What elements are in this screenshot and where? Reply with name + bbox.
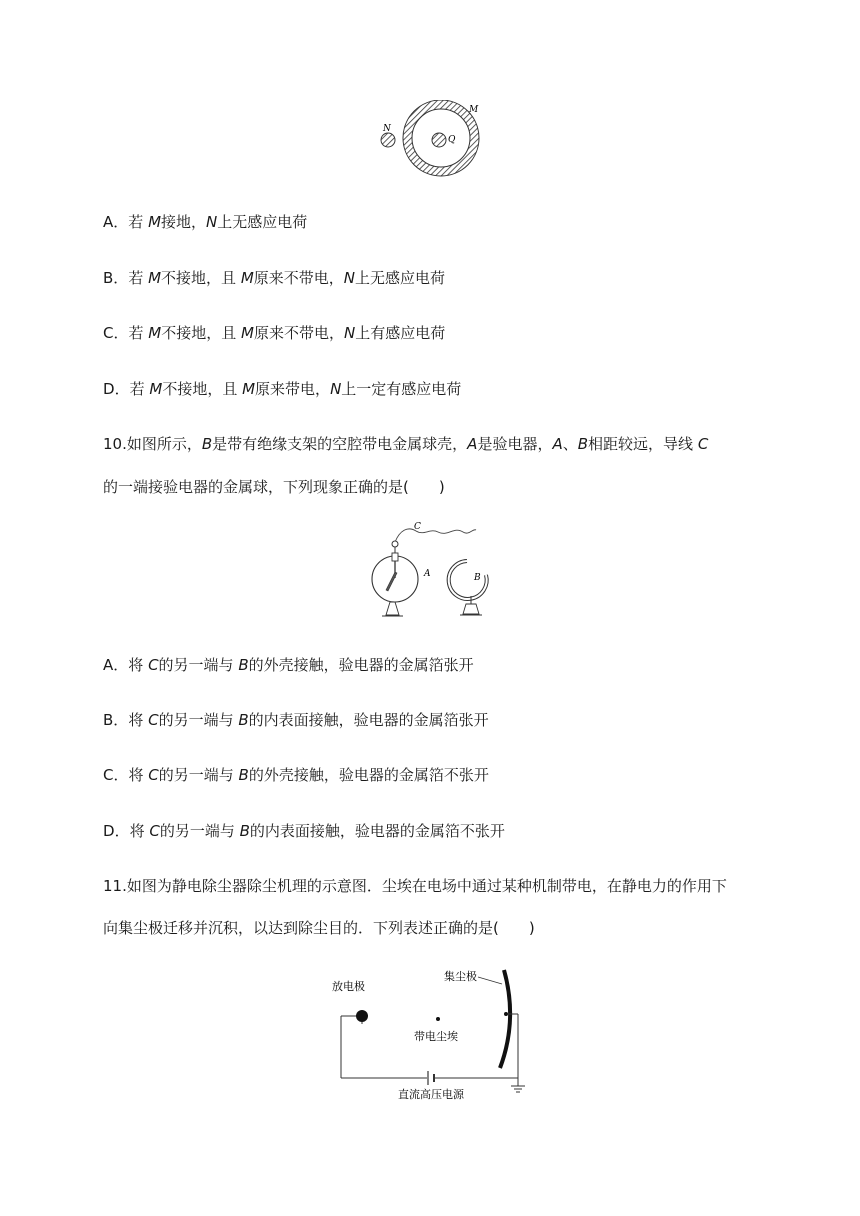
text-segment: 是带有绝缘支架的空腔带电金属球壳， <box>212 435 468 453</box>
text-segment: 若 <box>128 213 149 231</box>
variable-c: C <box>148 656 159 674</box>
text-segment: 不接地，且 <box>161 324 242 342</box>
text-segment: 原来不带电， <box>253 269 344 287</box>
variable-m: M <box>242 380 256 398</box>
figure-shell-m-n-q <box>375 100 485 180</box>
text-segment: 接地， <box>161 213 207 231</box>
ball-n <box>381 133 395 147</box>
text-segment: 的另一端与 <box>159 822 240 840</box>
charge-q-ball <box>432 133 446 147</box>
text-segment: 10.如图所示， <box>103 435 202 453</box>
q9-option-d[interactable]: D．若 M不接地，且 M原来带电，N上一定有感应电荷 <box>103 380 462 398</box>
electroscope-top-ball <box>392 541 398 547</box>
text-segment: 将 <box>129 822 150 840</box>
variable-a: A <box>552 435 563 453</box>
variable-m: M <box>241 324 254 342</box>
option-letter: D <box>103 822 115 840</box>
label-discharge-electrode: 放电极 <box>332 980 365 993</box>
text-segment: 相距较远，导线 <box>588 435 698 453</box>
variable-m: M <box>149 380 163 398</box>
variable-n: N <box>330 380 342 398</box>
collector-electrode <box>500 970 510 1068</box>
text-segment: 的外壳接触，验电器的金属箔不张开 <box>248 766 489 784</box>
discharge-electrode <box>356 1010 368 1022</box>
text-segment: 若 <box>129 380 150 398</box>
variable-b: B <box>239 822 250 840</box>
option-letter: D <box>103 380 115 398</box>
text-segment: 将 <box>128 656 149 674</box>
variable-m: M <box>240 269 254 287</box>
q9-option-c[interactable]: C．若 M不接地，且 M原来不带电，N上有感应电荷 <box>103 324 446 342</box>
text-segment: 上无感应电荷 <box>217 213 308 231</box>
option-letter: A <box>103 656 114 674</box>
text-segment: 的另一端与 <box>158 711 239 729</box>
text-segment: 不接地，且 <box>161 269 241 287</box>
option-letter: C <box>103 324 114 342</box>
figure-electroscope <box>358 520 503 620</box>
text-segment: 、 <box>562 435 578 453</box>
label-collector-electrode: 集尘极 <box>444 970 477 983</box>
variable-n: N <box>343 324 356 342</box>
variable-b: B <box>201 435 213 453</box>
label-a: A <box>424 569 431 579</box>
text-segment: 是验电器， <box>477 435 553 453</box>
variable-n: N <box>343 269 356 287</box>
label-m: M <box>469 105 479 115</box>
text-segment: 不接地，且 <box>162 380 243 398</box>
q11-stem-line2: 向集尘极迁移并沉积，以达到除尘目的．下列表述正确的是( ) <box>103 919 535 937</box>
variable-m: M <box>148 213 162 231</box>
option-letter: A <box>103 213 114 231</box>
q10-stem-line1 <box>103 434 708 454</box>
text-segment: 的内表面接触，验电器的金属箔张开 <box>248 711 489 729</box>
variable-m: M <box>148 324 162 342</box>
option-letter: C <box>103 766 114 784</box>
text-segment: 上有感应电荷 <box>355 324 446 342</box>
charged-dust <box>436 1017 440 1021</box>
q9-option-b[interactable]: B．若 M不接地，且 M原来不带电，N上无感应电荷 <box>103 269 446 287</box>
variable-c: C <box>148 711 159 729</box>
text-segment: 原来带电， <box>255 380 331 398</box>
text-segment: 的另一端与 <box>158 656 239 674</box>
text-segment: 上无感应电荷 <box>355 269 446 287</box>
q10-option-d[interactable]: D．将 C的另一端与 B的内表面接触，验电器的金属箔不张开 <box>103 822 505 840</box>
text-segment: 原来不带电， <box>253 324 344 342</box>
variable-a: A <box>467 435 478 453</box>
q10-option-b[interactable]: B．将 C的另一端与 B的内表面接触，验电器的金属箔张开 <box>103 711 489 729</box>
option-letter: B <box>103 269 114 287</box>
q10-option-c[interactable]: C．将 C的另一端与 B的外壳接触，验电器的金属箔不张开 <box>103 766 489 784</box>
wire-c <box>395 529 476 542</box>
variable-m: M <box>148 269 162 287</box>
variable-b: B <box>238 766 249 784</box>
variable-c: C <box>149 822 160 840</box>
text-segment: 的内表面接触，验电器的金属箔不张开 <box>249 822 505 840</box>
text-segment: 的外壳接触，验电器的金属箔张开 <box>248 656 474 674</box>
variable-b: B <box>577 435 589 453</box>
variable-c: C <box>697 435 709 453</box>
q9-option-a[interactable]: A．若 M接地，N上无感应电荷 <box>103 213 308 231</box>
option-letter: B <box>103 711 114 729</box>
label-c: C <box>414 522 421 532</box>
text-segment: 若 <box>128 324 149 342</box>
variable-b: B <box>238 711 249 729</box>
label-dc-power: 直流高压电源 <box>398 1088 464 1101</box>
label-b: B <box>474 573 481 583</box>
text-segment: 将 <box>128 766 149 784</box>
q10-stem-line2: 的一端接验电器的金属球，下列现象正确的是( ) <box>103 478 445 496</box>
variable-b: B <box>238 656 249 674</box>
text-segment: 若 <box>128 269 149 287</box>
variable-c: C <box>148 766 159 784</box>
text-segment: 将 <box>128 711 149 729</box>
q10-option-a[interactable]: A．将 C的另一端与 B的外壳接触，验电器的金属箔张开 <box>103 656 474 674</box>
q11-stem-line1: 11.如图为静电除尘器除尘机理的示意图．尘埃在电场中通过某种机制带电，在静电力的作用下 <box>103 877 727 895</box>
label-q: Q <box>448 135 456 145</box>
variable-n: N <box>206 213 218 231</box>
figure-electrostatic-precipitator <box>328 962 540 1104</box>
label-n: N <box>383 124 391 134</box>
text-segment: 的另一端与 <box>158 766 239 784</box>
text-segment: 上一定有感应电荷 <box>341 380 462 398</box>
label-charged-dust: 带电尘埃 <box>414 1030 458 1043</box>
